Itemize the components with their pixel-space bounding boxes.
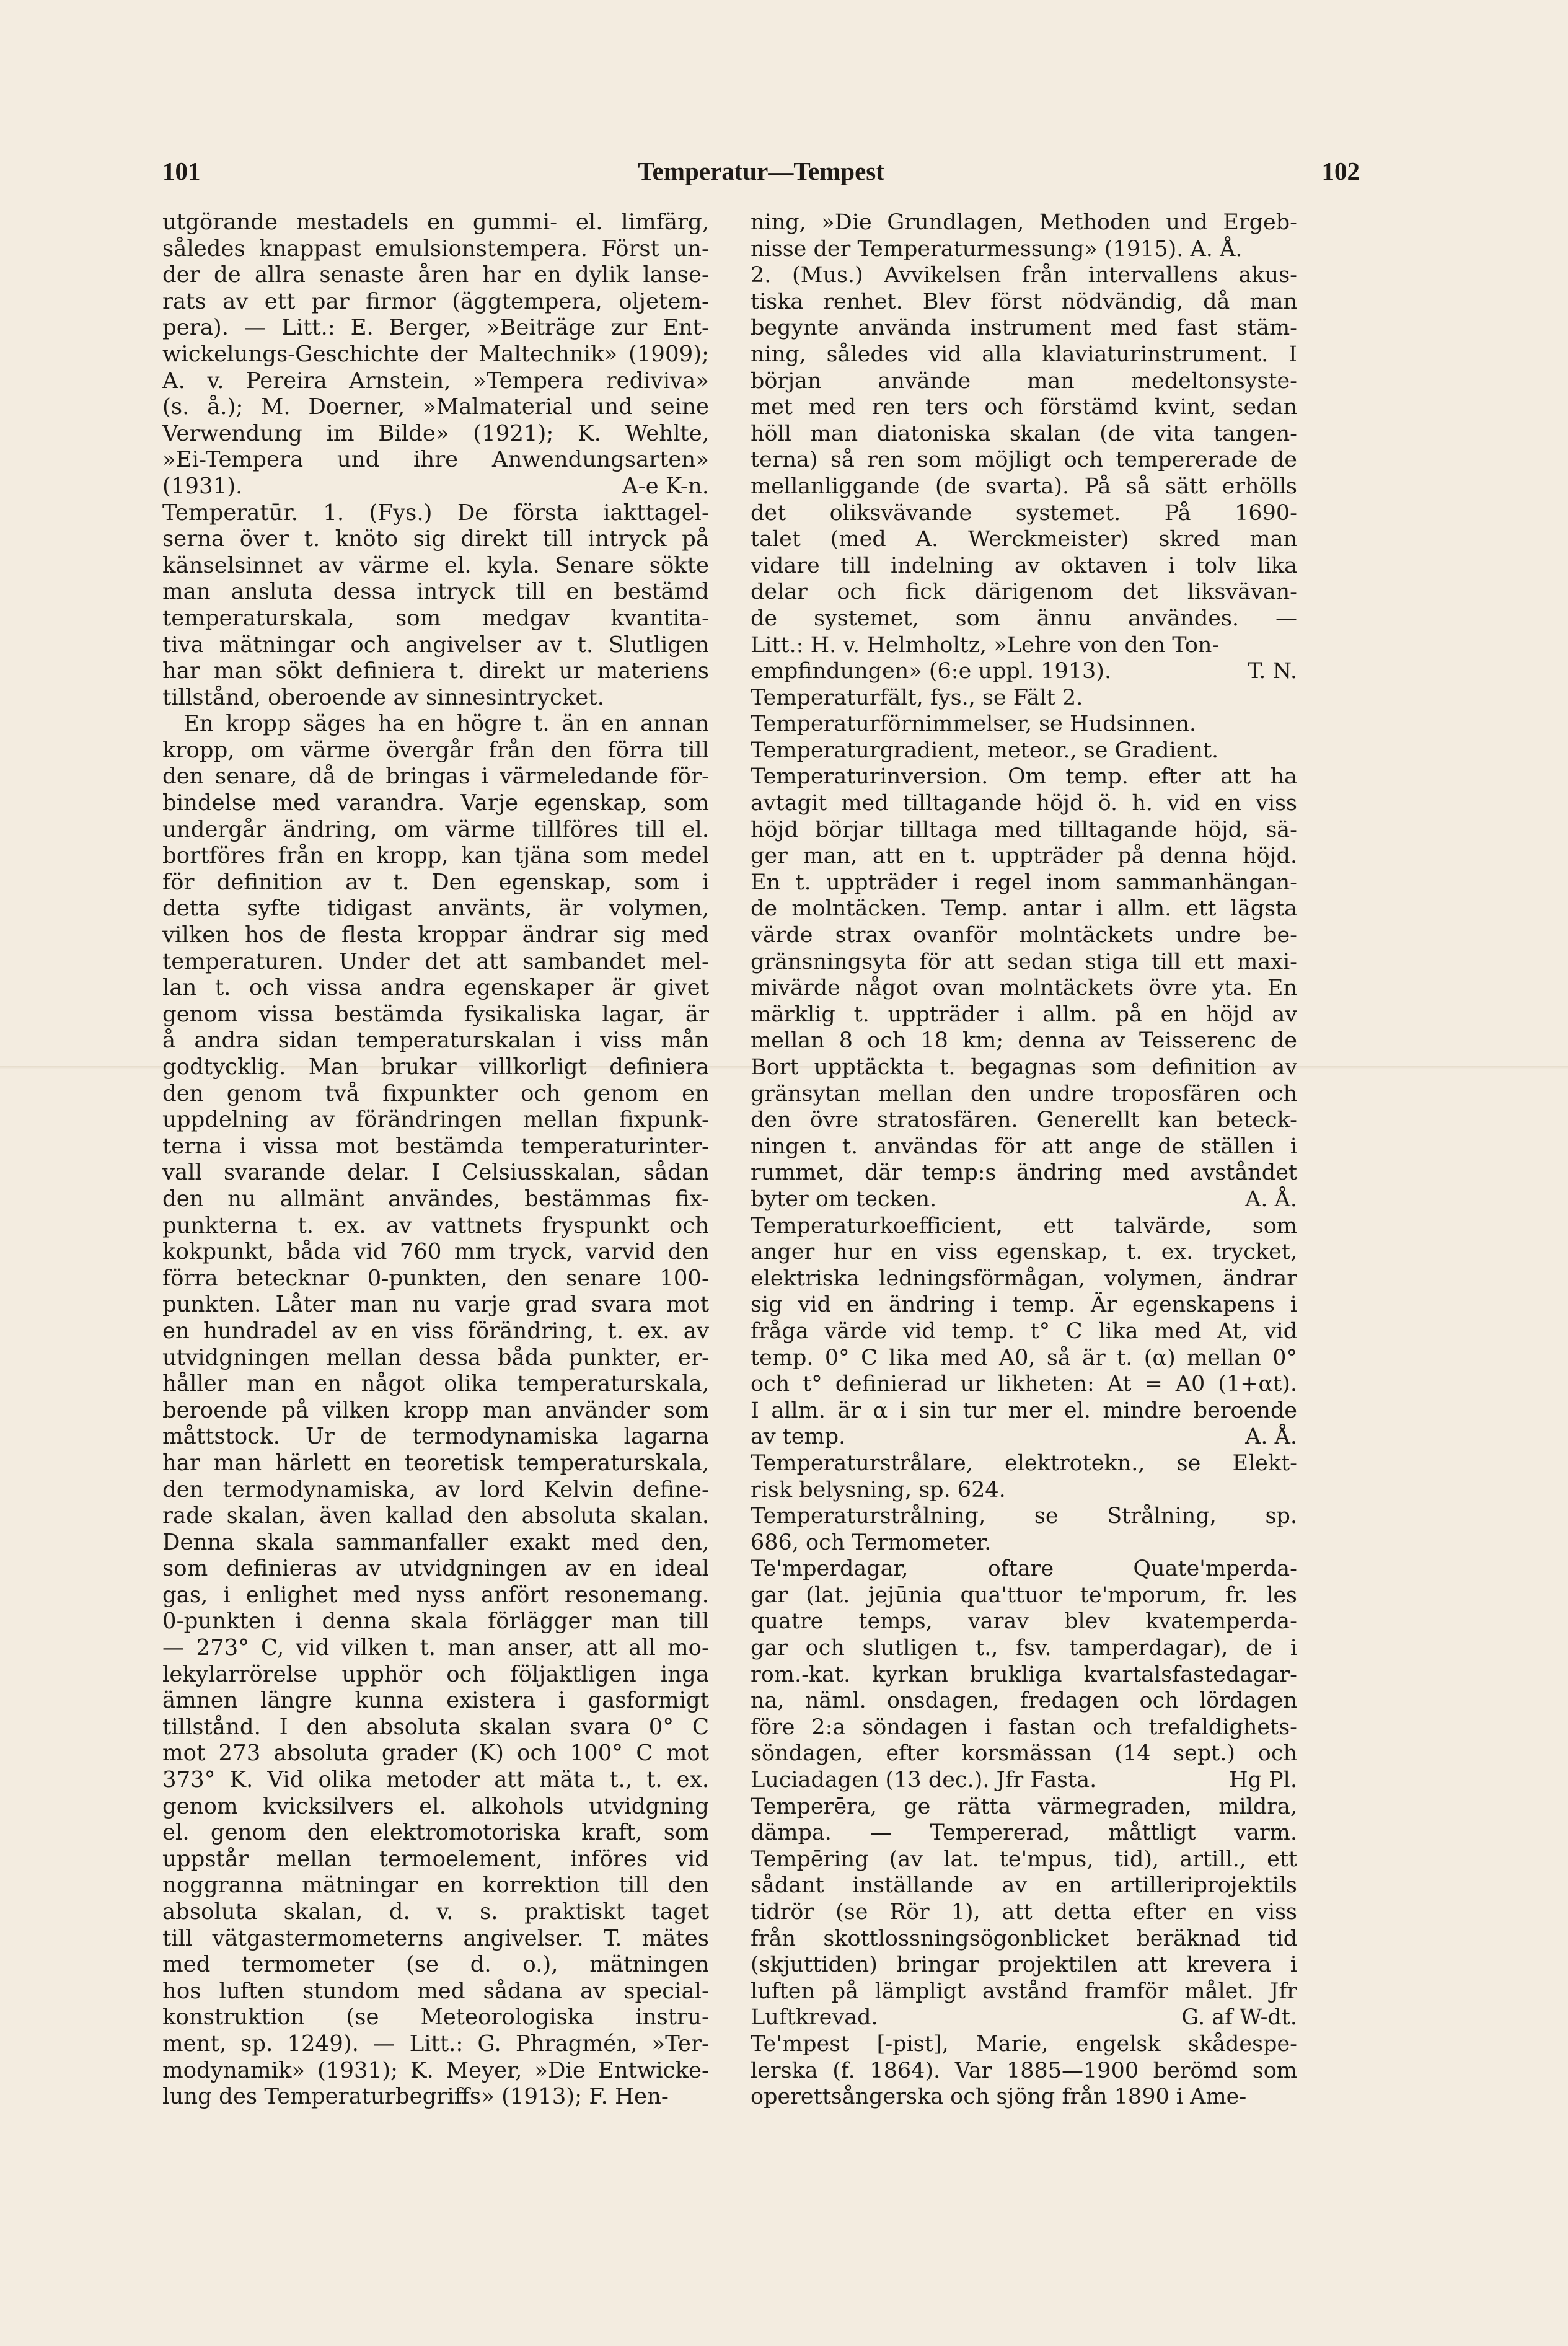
text-line: de systemet, som ännu användes. — (751, 606, 1297, 631)
text-line: fråga värde vid temp. t° C lika med At, vid (751, 1318, 1297, 1344)
text-line: mot 273 absoluta grader (K) och 100° C mot (162, 1740, 709, 1766)
text-line: vall svarande delar. I Celsiusskalan, sådan (162, 1160, 709, 1186)
text-line: gränsningsyta för att sedan stiga till ett maxi- (751, 949, 1297, 974)
text-line: värde strax ovanför molntäckets undre be- (751, 923, 1297, 948)
text-line: å andra sidan temperaturskalan i viss mån (162, 1028, 709, 1054)
text-line: modynamik» (1931); K. Meyer, »Die Entwicke- (162, 2057, 709, 2083)
text-line: En kropp säges ha en högre t. än en annan (183, 711, 709, 737)
text-line: Temperaturinversion. Om temp. efter att ha (751, 764, 1297, 790)
text-line: söndagen, efter korsmässan (14 sept.) och (751, 1741, 1297, 1766)
text-line: undergår ändring, om värme tillföres till el. (162, 816, 709, 842)
text-line: höll man diatoniska skalan (de vita tangen- (751, 421, 1297, 446)
text-line: lekylarrörelse upphör och följaktligen inga (162, 1661, 709, 1687)
text-line (751, 2004, 1297, 2031)
signature: Hg Pl. (1229, 1768, 1297, 1793)
page-number-left: 101 (162, 157, 201, 185)
text-line: Temperaturkoefficient, ett talvärde, som (751, 1213, 1297, 1238)
text-line: terna i vissa mot bestämda temperaturinter- (162, 1133, 709, 1159)
text-line: En t. uppträder i regel inom sammanhängan- (751, 870, 1297, 895)
text-line: 2. (Mus.) Avvikelsen från intervallens akus- (751, 263, 1297, 288)
text-line: 686, och Termometer. (751, 1530, 992, 1555)
text-line: luften på lämpligt avstånd framför målet. Jfr (751, 1978, 1297, 2004)
text-line: detta syfte tidigast använts, är volymen, (162, 896, 709, 922)
text-line: quatre temps, varav blev kvatemperda- (751, 1609, 1297, 1634)
text-line: el. genom den elektromotoriska kraft, som (162, 1820, 709, 1846)
text-line: en hundradel av en viss förändring, t. ex. av (162, 1318, 709, 1344)
text-line: begynte använda instrument med fast stäm- (751, 315, 1297, 341)
text-line: punkterna t. ex. av vattnets fryspunkt och (162, 1212, 709, 1238)
text-line: den övre stratosfären. Generellt kan beteck- (751, 1108, 1297, 1133)
text-line: utgörande mestadels en gummi- el. limfärg, (162, 209, 709, 235)
text-line: elektriska ledningsförmågan, volymen, ändrar (751, 1266, 1297, 1291)
text-line: punkten. Låter man nu varje grad svara mot (162, 1292, 709, 1318)
text-line: tiva mätningar och angivelser av t. Slutligen (162, 632, 709, 658)
text-line: ger man, att en t. uppträder på denna höjd. (751, 844, 1297, 869)
text-line: 0-punkten i denna skala förlägger man till (162, 1608, 709, 1634)
text-line: tidrör (se Rör 1), att detta efter en viss (751, 1900, 1297, 1925)
text-line: Tempēring (av lat. te'mpus, tid), artill., ett (751, 1846, 1297, 1872)
text-line: märklig t. uppträder i allm. på en höjd av (751, 1002, 1297, 1027)
text-line: mellanliggande (de svarta). På så sätt erhölls (751, 474, 1297, 499)
text-line: wickelungs-Geschichte der Maltechnik» (1909); (162, 341, 709, 367)
text-line: vilken hos de flesta kroppar ändrar sig med (162, 922, 709, 948)
text-line: mivärde något ovan molntäckets övre yta. En (751, 976, 1297, 1001)
text-line: A. v. Pereira Arnstein, »Tempera rediviva» (162, 368, 709, 394)
text-line: Denna skala sammanfaller exakt med den, (162, 1529, 709, 1555)
running-header (162, 156, 1360, 193)
text-line: tillstånd. I den absoluta skalan svara 0° C (162, 1714, 709, 1740)
text-line: sig vid en ändring i temp. Är egenskapens i (751, 1292, 1297, 1318)
text-line: tiska renhet. Blev först nödvändig, då man (751, 289, 1297, 314)
text-line: rummet, där temp:s ändring med avståndet (751, 1160, 1297, 1186)
right-column (751, 209, 1297, 2110)
text-line (751, 632, 1297, 659)
text-line: till vätgastermometerns angivelser. T. mätes (162, 1925, 709, 1951)
text-line: bortföres från en kropp, kan tjäna som medel (162, 843, 709, 869)
text-line: godtycklig. Man brukar villkorligt definiera (162, 1054, 709, 1080)
text-line: början använde man medeltonsyste- (751, 368, 1297, 394)
text-line: man ansluta dessa intryck till en bestämd (162, 579, 709, 605)
left-column (162, 209, 709, 2110)
text-line: absoluta skalan, d. v. s. praktiskt taget (162, 1899, 709, 1925)
text-line: genom kvicksilvers el. alkohols utvidgning (162, 1793, 709, 1819)
text-line: avtagit med tilltagande höjd ö. h. vid en viss (751, 791, 1297, 816)
text-line: beroende på vilken kropp man använder som (162, 1397, 709, 1423)
text-line: den senare, då de bringas i värmeledande för- (162, 764, 709, 790)
text-line: 373° K. Vid olika metoder att mäta t., t. ex. (162, 1767, 709, 1793)
text-line: har man sökt definiera t. direkt ur materiens (162, 658, 709, 684)
text-line: ment, sp. 1249). — Litt.: G. Phragmén, »Ter- (162, 2031, 709, 2057)
text-line: der de allra senaste åren har en dylik lanse- (162, 262, 709, 288)
text-line: ningen t. användas för att ange de ställen i (751, 1134, 1297, 1159)
text-line: utvidgningen mellan dessa båda punkter, er- (162, 1344, 709, 1370)
text-line: höjd börjar tilltaga med tilltagande höjd, sä- (751, 817, 1297, 842)
text-line: det oliksvävande systemet. På 1690- (751, 500, 1297, 526)
text-line: Temperaturfält, fys., se Fält 2. (751, 685, 1083, 710)
text-line: Temperaturgradient, meteor., se Gradient. (751, 738, 1219, 763)
text-line: de molntäcken. Temp. antar i allm. ett lägsta (751, 896, 1297, 922)
text-line: från skottlossningsögonblicket beräknad tid (751, 1926, 1297, 1951)
text-line: gar (lat. jejūnia qua'ttuor te'mporum, fr. les (751, 1582, 1297, 1608)
text-line: konstruktion (se Meteorologiska instru- (162, 2004, 709, 2031)
text-line: anger hur en viss egenskap, t. ex. trycket, (751, 1240, 1297, 1265)
text-line: ning, »Die Grundlagen, Methoden und Ergeb- (751, 210, 1297, 235)
text-line: Verwendung im Bilde» (1921); K. Wehlte, (162, 420, 709, 446)
text-line: Bort upptäckta t. begagnas som definition av (751, 1055, 1297, 1080)
signature: A. Å. (1245, 1186, 1297, 1212)
text-line: temperaturen. Under det att sambandet mel- (162, 948, 709, 974)
text-line: pera). — Litt.: E. Berger, »Beiträge zur Ent- (162, 315, 709, 341)
text-line: har man härlett en teoretisk temperaturskala, (162, 1450, 709, 1476)
text-line: (skjuttiden) bringar projektilen att krevera i (751, 1952, 1297, 1978)
text-line: ning, således vid alla klaviaturinstrument. I (751, 342, 1297, 367)
text-line: noggranna mätningar en korrektion till den (162, 1872, 709, 1898)
text-line (751, 1424, 1297, 1450)
line-text: Luciadagen (13 dec.). Jfr Fasta. (751, 1768, 1097, 1793)
text-line: operettsångerska och sjöng från 1890 i Ame- (751, 2084, 1247, 2110)
text-line: delar och fick därigenom det liksvävan- (751, 580, 1297, 605)
text-line: Temperaturförnimmelser, se Hudsinnen. (751, 712, 1197, 737)
text-line: rats av ett par firmor (äggtempera, oljetem- (162, 288, 709, 314)
signature: A-e K-n. (622, 473, 709, 499)
text-line: nisse der Temperaturmessung» (1915). A. Å. (751, 236, 1243, 262)
text-line: kokpunkt, båda vid 760 mm tryck, varvid den (162, 1239, 709, 1265)
text-line: Temperatūr. 1. (Fys.) De första iakttagel- (162, 500, 709, 526)
text-line: — 273° C, vid vilken t. man anser, att all mo- (162, 1635, 709, 1661)
text-line: Temperēra, ge rätta värmegraden, mildra, (751, 1794, 1297, 1819)
text-line: den genom två fixpunkter och genom en (162, 1080, 709, 1106)
text-line: före 2:a söndagen i fastan och trefaldighets- (751, 1714, 1297, 1740)
text-line: den nu allmänt användes, bestämmas fix- (162, 1186, 709, 1212)
text-line: uppstår mellan termoelement, införes vid (162, 1846, 709, 1872)
text-line: dämpa. — Tempererad, måttligt varm. (751, 1820, 1297, 1846)
text-line: na, näml. onsdagen, fredagen och lördagen (751, 1688, 1297, 1714)
text-line: genom vissa bestämda fysikaliska lagar, är (162, 1001, 709, 1027)
text-line: Te'mperdagar, oftare Quate'mperda- (751, 1556, 1297, 1582)
text-line: lan t. och vissa andra egenskaper är givet (162, 975, 709, 1001)
text-line: och t° definierad ur likheten: At = A0 (1+αt). (751, 1372, 1297, 1397)
text-line: lerska (f. 1864). Var 1885—1900 berömd som (751, 2058, 1297, 2083)
text-line: terna) så ren som möjligt och tempererade de (751, 448, 1297, 473)
text-line: Temperaturstrålning, se Strålning, sp. (751, 1504, 1297, 1529)
text-line: risk belysning, sp. 624. (751, 1477, 1006, 1502)
text-line: känselsinnet av värme el. kyla. Senare sökte (162, 552, 709, 578)
text-line: kropp, om värme övergår från den förra till (162, 737, 709, 763)
signature: G. af W-dt. (1181, 2005, 1297, 2031)
text-line: I allm. är α i sin tur mer el. mindre beroende (751, 1398, 1297, 1423)
text-line: »Ei-Tempera und ihre Anwendungsarten» (162, 447, 709, 473)
text-line: gar och slutligen t., fsv. tamperdagar), de i (751, 1636, 1297, 1661)
text-line (162, 474, 709, 500)
text-line: gränsytan mellan den undre troposfären och (751, 1081, 1297, 1106)
text-line: rade skalan, även kallad den absoluta skalan. (162, 1503, 709, 1529)
line-text: Luftkrevad. (751, 2005, 878, 2031)
line-text: Litt.: H. v. Helmholtz, »Lehre von den Ton- (751, 632, 1220, 658)
text-line: serna över t. knöto sig direkt till intryck på (162, 526, 709, 552)
page-number-right: 102 (1321, 157, 1360, 185)
text-line: ämnen längre kunna existera i gasformigt (162, 1688, 709, 1714)
text-line: gas, i enlighet med nyss anfört resonemang. (162, 1582, 709, 1608)
text-line: mellan 8 och 18 km; denna av Teisserenc de (751, 1028, 1297, 1054)
text-line: tillstånd, oberoende av sinnesintrycket. (162, 684, 604, 710)
text-line: håller man en något olika temperaturskala, (162, 1371, 709, 1397)
text-line: som definieras av utvidgningen av en ideal (162, 1556, 709, 1582)
text-line: rom.-kat. kyrkan brukliga kvartalsfastedagar- (751, 1662, 1297, 1687)
text-line: vidare till indelning av oktaven i tolv lika (751, 553, 1297, 578)
text-line: met med ren ters och förstämd kvint, sedan (751, 395, 1297, 420)
text-line: sådant inställande av en artilleriprojektils (751, 1873, 1297, 1898)
signature: T. N. (1248, 659, 1297, 684)
text-line: uppdelning av förändringen mellan fixpunk- (162, 1107, 709, 1133)
text-line: lung des Temperaturbegriffs» (1913); F. Hen- (162, 2084, 669, 2110)
text-line: Te'mpest [-pist], Marie, engelsk skådespe- (751, 2031, 1297, 2057)
line-text: av temp. (751, 1424, 846, 1450)
text-line: temp. 0° C lika med A0, så är t. (α) mellan 0° (751, 1345, 1297, 1370)
text-line: (s. å.); M. Doerner, »Malmaterial und seine (162, 394, 709, 420)
text-line: således knappast emulsionstempera. Först un- (162, 236, 709, 262)
text-line: bindelse med varandra. Varje egenskap, som (162, 790, 709, 816)
signature: A. Å. (1245, 1424, 1297, 1450)
text-line: för definition av t. Den egenskap, som i (162, 869, 709, 895)
line-text: byter om tecken. (751, 1186, 937, 1212)
text-line (751, 1767, 1297, 1794)
line-text: empfindungen» (6:e uppl. 1913). (751, 659, 1112, 684)
text-line (751, 658, 1297, 685)
text-line: talet (med A. Werckmeister) skred man (751, 527, 1297, 552)
text-line: Temperaturstrålare, elektrotekn., se Elekt- (751, 1450, 1297, 1476)
text-line: hos luften stundom med sådana av special- (162, 1978, 709, 2004)
text-line: med termometer (se d. o.), mätningen (162, 1952, 709, 1978)
text-line: temperaturskala, som medgav kvantita- (162, 605, 709, 631)
header-title: Temperatur—Tempest (638, 157, 884, 185)
text-line: förra betecknar 0-punkten, den senare 100- (162, 1265, 709, 1291)
text-line (751, 1186, 1297, 1213)
text-line: den termodynamiska, av lord Kelvin define- (162, 1476, 709, 1502)
text-line: måttstock. Ur de termodynamiska lagarna (162, 1424, 709, 1450)
line-text: (1931). (162, 473, 243, 499)
